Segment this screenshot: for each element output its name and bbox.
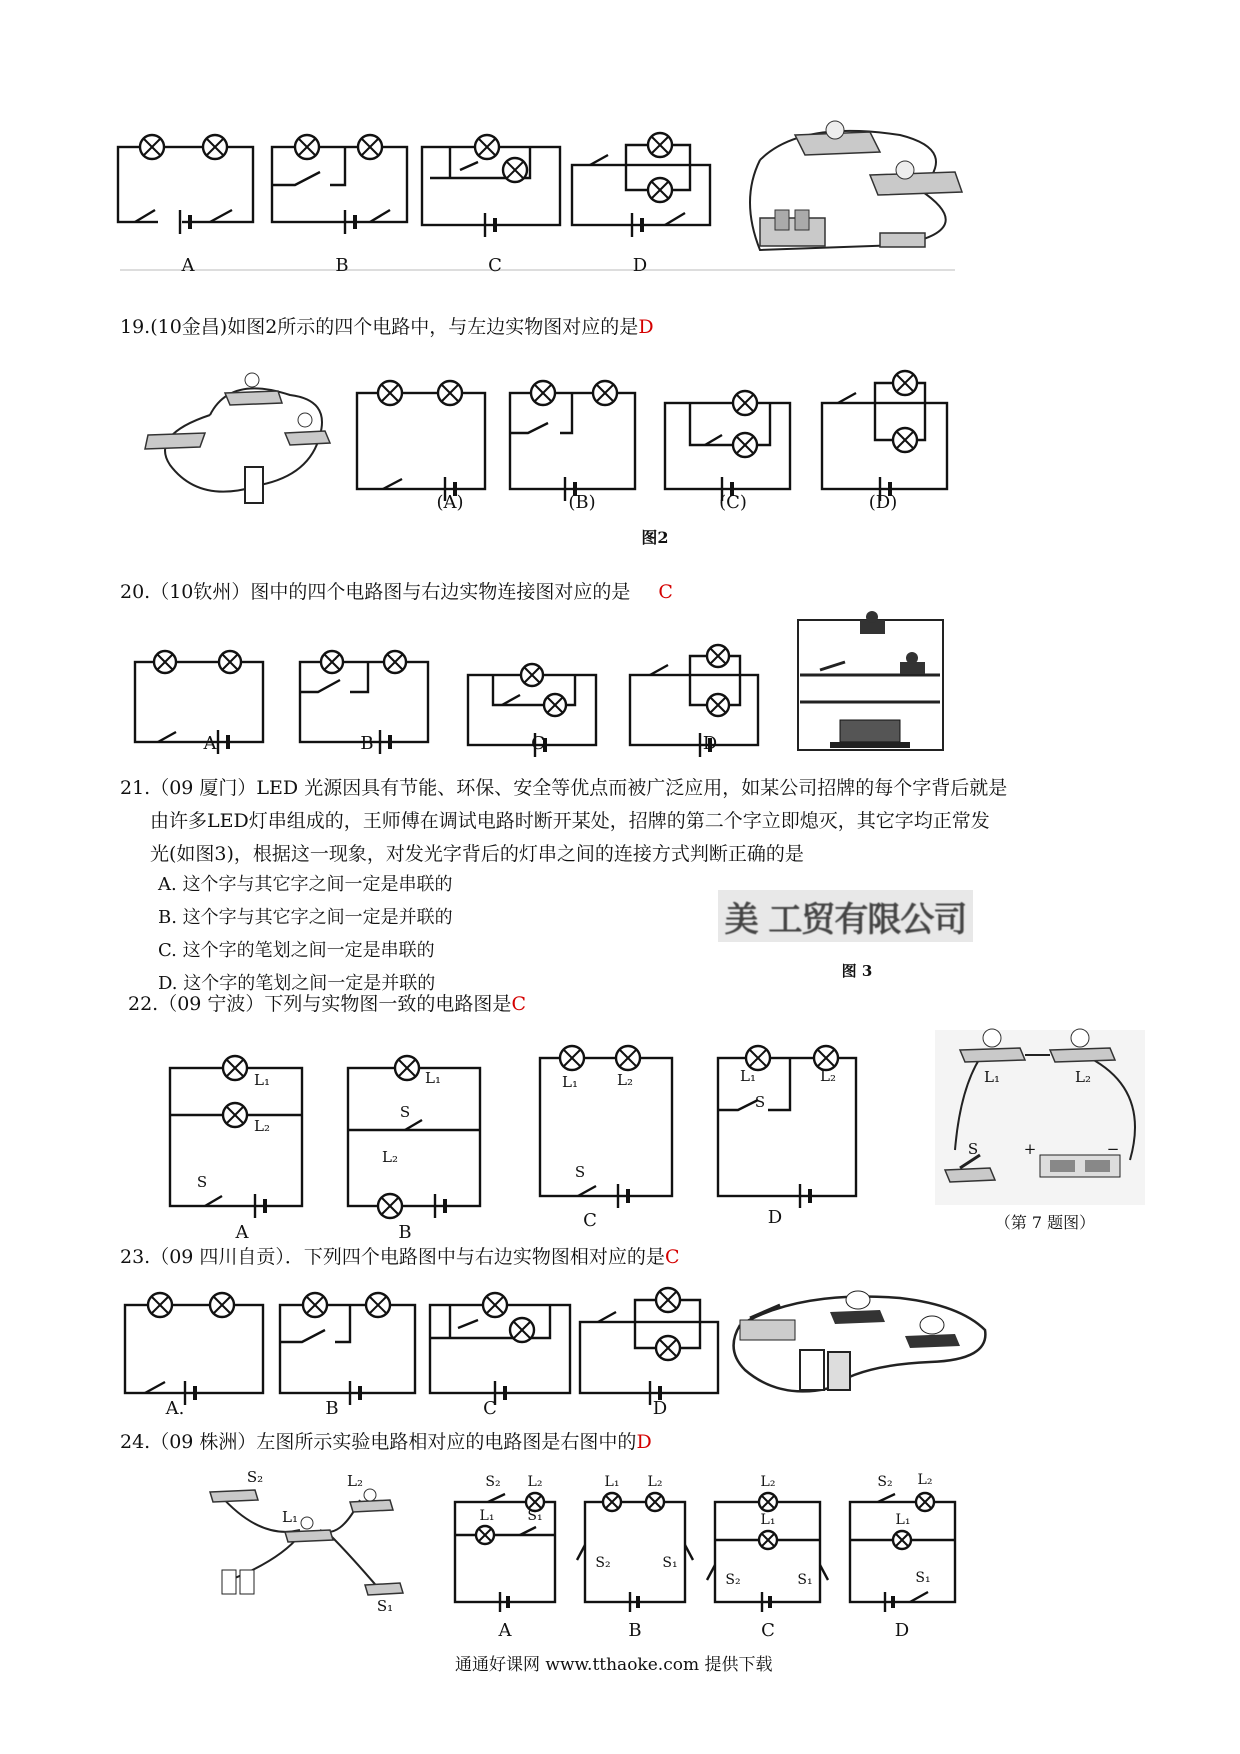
lamp-label-l1: L₁ — [740, 1067, 756, 1085]
q20-figures — [0, 620, 1240, 760]
led-sign-text: 美 工贸有限公司 — [724, 899, 967, 940]
option-label: D — [894, 1620, 910, 1641]
answer: D — [636, 1431, 652, 1453]
option-label: A — [203, 733, 217, 754]
q24-circuit-b — [577, 1493, 693, 1612]
option-label: B — [398, 1222, 412, 1243]
q19-figures — [0, 355, 1240, 555]
option-label: A. — [165, 1398, 185, 1419]
question-20 — [120, 578, 673, 606]
switch-label-s1: S₁ — [527, 1508, 543, 1524]
choice-a: A. 这个字与其它字之间一定是串联的 — [158, 874, 453, 895]
lamp-label-l1: L₁ — [895, 1512, 911, 1528]
question-24 — [120, 1428, 652, 1456]
q24-circuit-c — [707, 1493, 828, 1612]
top-physical-circuit-photo — [750, 121, 962, 250]
led-sign-image — [718, 890, 973, 942]
question-number: 21. — [120, 777, 151, 799]
option-label: A — [181, 255, 195, 276]
option-label: D — [652, 1398, 668, 1419]
lamp-label-l2: L₂ — [647, 1474, 663, 1490]
switch-label-s1: S₁ — [376, 1597, 394, 1615]
switch-label-s2: S₂ — [877, 1474, 893, 1490]
option-label: B — [325, 1398, 339, 1419]
question-19 — [120, 313, 654, 341]
option-label: D — [702, 733, 718, 754]
option-label: C — [583, 1210, 597, 1231]
question-number: 19. — [120, 316, 151, 338]
question-number: 24. — [120, 1431, 151, 1453]
option-label: A — [498, 1620, 512, 1641]
q20-physical-photo — [798, 611, 943, 750]
lamp-label-l2: L₂ — [617, 1071, 633, 1089]
choice-c: C. 这个字的笔划之间一定是串联的 — [158, 940, 435, 961]
question-text: （09 株洲）左图所示实验电路相对应的电路图是右图中的 — [150, 1431, 637, 1453]
lamp-label-l2: L₂ — [254, 1117, 270, 1135]
lamp-label-l1: L₁ — [562, 1073, 578, 1091]
option-label: D — [767, 1207, 783, 1228]
option-label: B — [335, 255, 349, 276]
switch-label-s2: S₂ — [595, 1555, 611, 1571]
question-number: 23. — [120, 1246, 151, 1268]
lamp-label-l1: L₁ — [760, 1512, 776, 1528]
switch-label-s: S — [754, 1093, 766, 1111]
question-text-line2: 由许多LED灯串组成的，王师傅在调试电路时断开某处，招牌的第二个字立即熄灭，其它字均正常发 — [150, 810, 990, 832]
q19-circuit-a — [357, 381, 485, 501]
switch-label-s1: S₁ — [915, 1570, 931, 1586]
option-label: C — [531, 733, 545, 754]
q23-circuit-b — [280, 1293, 415, 1405]
question-21 — [120, 772, 1007, 871]
circuit-top-b — [272, 135, 407, 234]
figure-caption: （第 7 题图） — [994, 1213, 1096, 1232]
battery-plus-label: + — [1023, 1140, 1037, 1158]
switch-label-s: S — [399, 1103, 411, 1121]
q22-figures — [0, 1030, 1240, 1210]
q23-circuit-d — [580, 1288, 718, 1405]
lamp-label-l2: L₂ — [820, 1067, 836, 1085]
lamp-label-l2: L₂ — [1075, 1068, 1091, 1086]
q19-circuit-d — [822, 371, 947, 501]
figure-caption: 图2 — [641, 528, 669, 547]
question-text: （10钦州）图中的四个电路图与右边实物连接图对应的是 — [150, 581, 631, 603]
option-label: A — [235, 1222, 249, 1243]
q24-physical-photo — [210, 1489, 403, 1595]
top-circuits — [0, 0, 1240, 260]
battery-minus-label: − — [1106, 1140, 1120, 1158]
question-23 — [120, 1243, 679, 1271]
choice-d: D. 这个字的笔划之间一定是并联的 — [158, 973, 436, 994]
switch-label-s: S — [967, 1140, 979, 1158]
lamp-label-l1: L₁ — [282, 1508, 298, 1526]
switch-label-s2: S₂ — [725, 1572, 741, 1588]
question-number: 22. — [128, 993, 159, 1015]
option-label: C — [488, 255, 502, 276]
switch-label-s: S — [196, 1173, 208, 1191]
switch-label-s1: S₁ — [797, 1572, 813, 1588]
switch-label-s: S — [574, 1163, 586, 1181]
q23-circuit-c — [430, 1293, 570, 1405]
lamp-label-l1: L₁ — [425, 1069, 441, 1087]
question-number: 20. — [120, 581, 151, 603]
option-label: C — [761, 1620, 775, 1641]
q22-circuit-a — [170, 1056, 302, 1218]
option-label: (D) — [868, 492, 898, 513]
lamp-label-l2: L₂ — [347, 1472, 363, 1490]
switch-label-s2: S₂ — [246, 1468, 264, 1486]
lamp-label-l2: L₂ — [527, 1474, 543, 1490]
lamp-label-l1: L₁ — [604, 1474, 620, 1490]
answer: C — [664, 1246, 680, 1268]
option-label: B — [628, 1620, 642, 1641]
option-label: (B) — [568, 492, 596, 513]
choice-b: B. 这个字与其它字之间一定是并联的 — [158, 907, 453, 928]
circuit-top-c — [422, 135, 560, 237]
q22-circuit-b — [348, 1056, 480, 1218]
q19-physical-photo — [145, 373, 330, 503]
option-label: B — [360, 733, 374, 754]
lamp-label-l1: L₁ — [479, 1508, 495, 1524]
question-text: （09 四川自贡）．下列四个电路图中与右边实物图相对应的是 — [150, 1246, 665, 1268]
question-text-line1: （09 厦门）LED 光源因具有节能、环保、安全等优点而被广泛应用，如某公司招牌的每个字背后就是 — [150, 777, 1008, 799]
switch-label-s2: S₂ — [485, 1474, 501, 1490]
circuit-top-a — [118, 135, 253, 234]
circuit-top-d — [572, 133, 710, 237]
footer-credit: 通通好课网 www.tthaoke.com 提供下载 — [455, 1655, 773, 1675]
q23-physical-photo — [734, 1291, 986, 1391]
figure-caption: 图 3 — [841, 962, 873, 980]
option-label: C — [483, 1398, 497, 1419]
option-label: (A) — [436, 492, 464, 513]
lamp-label-l2: L₂ — [917, 1472, 933, 1488]
lamp-label-l2: L₂ — [760, 1474, 776, 1490]
answer: C — [658, 581, 673, 603]
q19-circuit-c — [665, 391, 790, 501]
q23-circuit-a — [125, 1293, 263, 1405]
option-label: (C) — [719, 492, 747, 513]
lamp-label-l1: L₁ — [254, 1071, 270, 1089]
question-text: （09 宁波）下列与实物图一致的电路图是 — [158, 993, 512, 1015]
q22-circuit-c — [540, 1046, 672, 1208]
lamp-label-l1: L₁ — [984, 1068, 1000, 1086]
switch-label-s1: S₁ — [662, 1555, 678, 1571]
q24-circuit-d — [850, 1493, 955, 1612]
answer: D — [638, 316, 654, 338]
q22-physical-photo — [935, 1029, 1145, 1205]
question-22 — [128, 990, 526, 1018]
q19-circuit-b — [510, 381, 635, 501]
question-text-line3: 光(如图3)，根据这一现象，对发光字背后的灯串之间的连接方式判断正确的是 — [150, 843, 804, 865]
question-text: (10金昌)如图2所示的四个电路中，与左边实物图对应的是 — [150, 316, 639, 338]
lamp-label-l2: L₂ — [382, 1148, 398, 1166]
answer: C — [511, 993, 526, 1015]
option-label: D — [632, 255, 648, 276]
